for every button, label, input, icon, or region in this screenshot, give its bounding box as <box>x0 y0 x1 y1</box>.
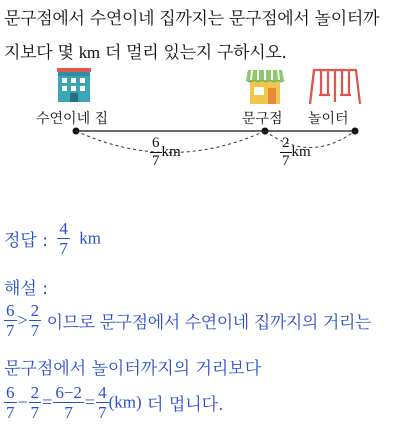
distance-label-2 <box>280 136 311 169</box>
swing-icon <box>310 70 360 104</box>
store-icon <box>246 70 284 104</box>
question-prefix: 지보다 몇 <box>4 43 74 63</box>
question-line-2 <box>4 38 287 63</box>
exp3-equals-1: = <box>42 392 53 412</box>
answer-label: 정답 : <box>4 231 48 251</box>
distance-unit-1: km <box>161 144 181 160</box>
exp3-minus: − <box>17 392 28 412</box>
label-playground: 놀이터 <box>308 111 349 127</box>
exp1-text: 이므로 문구점에서 수연이네 집까지의 거리는 <box>46 313 371 333</box>
distance-unit-2: km <box>291 144 311 160</box>
exp3-fraction-c: $\frac{6-2}{7}$ <box>55 383 82 422</box>
question-unit: km <box>78 43 100 62</box>
exp3-unit: (km) <box>108 392 142 412</box>
exp1-fraction-b: $\frac{2}{7}$ <box>30 301 40 340</box>
explanation-line-2: 문구점에서 놀이터까지의 거리보다 <box>4 359 262 379</box>
explanation-line-3 <box>4 384 224 421</box>
answer-unit: km <box>79 228 102 248</box>
question-line-1: 문구점에서 수연이네 집까지는 문구점에서 놀이터까 <box>4 9 380 29</box>
exp1-fraction-a: $\frac{6}{7}$ <box>6 301 15 340</box>
explanation-title: 해설 : <box>4 279 48 299</box>
exp3-fraction-b: $\frac{2}{7}$ <box>30 383 40 422</box>
distance-fraction-1: $\frac{6}{7}$ <box>152 135 160 169</box>
building-icon <box>57 68 91 102</box>
exp1-compare: > <box>17 310 28 330</box>
label-store: 문구점 <box>242 111 283 127</box>
label-home: 수연이네 집 <box>36 111 109 127</box>
exp3-fraction-a: $\frac{6}{7}$ <box>6 383 15 422</box>
answer-fraction: $\frac{4}{7}$ <box>59 219 68 258</box>
exp3-equals-2: = <box>84 392 96 412</box>
answer-line <box>4 220 101 257</box>
distance-fraction-2: $\frac{2}{7}$ <box>282 135 290 169</box>
question-suffix: 더 멀리 있는지 구하시오. <box>104 43 287 63</box>
explanation-line-1 <box>4 302 371 339</box>
exp3-text: 더 멉니다. <box>147 395 224 415</box>
distance-label-1 <box>150 136 181 169</box>
exp3-fraction-d: $\frac{4}{7}$ <box>98 383 107 422</box>
